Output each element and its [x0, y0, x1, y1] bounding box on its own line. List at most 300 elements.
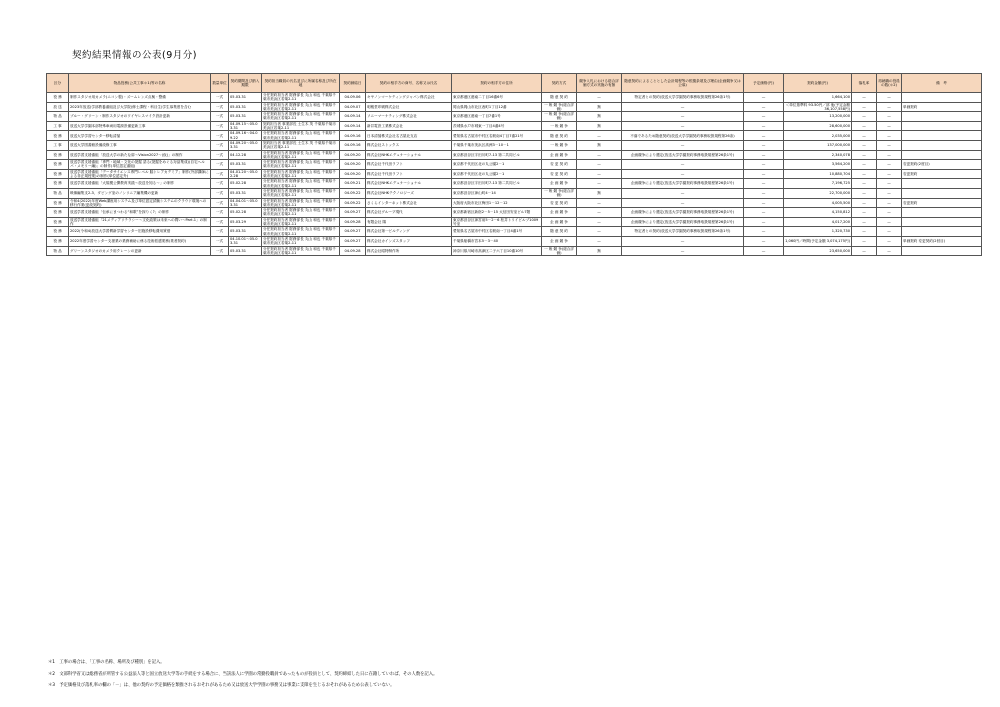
table-cell: 一 般 競 争(総合評価) [542, 188, 577, 198]
table-cell: 13,200,000 [784, 112, 852, 122]
table-cell: 工 事 [47, 121, 69, 131]
table-cell: 企画競争により選定(放送大学学園契約事務取扱規程第26条1号) [622, 150, 744, 160]
table-cell: — [577, 198, 622, 208]
footnote-2: ＊2 文部科学省又は総務省が所管する公益法人等と国立放送大学等の手続をする場合に、当該法人に学園の常勤役職員であったものが役員として、契約締結した日に在籍していれば、その人数を記入。 [48, 671, 438, 677]
table-cell: 04.09.16～04.09.22 [229, 131, 262, 141]
table-cell: 新井電設工業株式会社 [366, 121, 452, 131]
table-cell: 05.03.31 [229, 188, 262, 198]
table-cell: — [744, 227, 784, 237]
table-cell: 04.09.16 [340, 140, 366, 150]
table-cell: 役 務 [47, 93, 69, 103]
table-cell: 2,340,078 [784, 150, 852, 160]
table-cell: 東京都新宿区新宿2－5－15 大信田安室ビル7階 [452, 208, 542, 218]
table-cell: 放送学習支援番組「データサイエンス専門レベル 脳トレアカデミア」制作(外部講師による非正規授業)の制作(単位認定外) [70, 169, 209, 179]
table-cell: 企画競争により選定(放送大学学園契約事務取扱規程第26条1号) [622, 217, 744, 227]
table-cell: 3,564,200 [784, 160, 852, 170]
table-cell: — [744, 121, 784, 131]
table-cell: — [877, 188, 902, 198]
table-cell: 一式 [211, 188, 229, 198]
table-cell: — [744, 179, 784, 189]
table-row [47, 227, 982, 237]
table-cell: 7,196,725 [784, 179, 852, 189]
table-row [47, 93, 982, 103]
table-cell: ブルー・グリーン・制作スタジオのワイヤレスマイク設計更新 [69, 112, 211, 122]
table-cell: ソニーマーケティング株式会社 [366, 112, 452, 122]
table-cell: 04.09.27 [340, 236, 366, 246]
table-cell: 4,017,200 [784, 217, 852, 227]
table-cell: — [877, 121, 902, 131]
table-cell: 東京都港区港南一丁目7番1号 [452, 112, 542, 122]
table-row [47, 179, 982, 189]
table-cell: — [744, 140, 784, 150]
table-cell: 分任契約担当者 財務部長 丸山 和也 千葉県千葉市美浜区若葉2-11 [262, 246, 340, 256]
table-cell: 一 般 競 争(総合評価) [542, 246, 577, 256]
table-cell: 一式 [211, 179, 229, 189]
table-cell: 分任契約担当者 財務部長 丸山 和也 千葉県千葉市美浜区若葉2-11 [262, 227, 340, 237]
table-cell: キヤノンマーケティングジャパン株式会社 [366, 93, 452, 103]
table-cell [902, 150, 982, 160]
table-cell: 04.12.28 [229, 150, 262, 160]
column-header: 備 考 [902, 74, 982, 93]
table-cell: — [744, 208, 784, 218]
table-cell: 契約担当者 事業部長 土生木 茂 千葉県千葉市美浜区若葉2-11 [262, 121, 340, 131]
table-cell: — [622, 160, 744, 170]
table-cell: — [622, 169, 744, 179]
table-cell: 放送学習支援番組「大規模公開教育実践～放送を知る～」の制作 [69, 179, 211, 189]
table-cell: — [877, 112, 902, 122]
table-cell: — [577, 93, 622, 103]
table-cell: 一式 [211, 93, 229, 103]
footnote-1: ＊1 工事の場合は、「工事の名称、場所及び種別」を記入。 [48, 660, 165, 665]
table-cell: 分任契約担当者 財務部長 丸山 和也 千葉県千葉市美浜区若葉2-11 [262, 150, 340, 160]
table-cell: 変 更 契 約 [542, 160, 577, 170]
table-cell: 変更契約 [902, 169, 982, 179]
table-cell: 変 更 契 約 [542, 198, 577, 208]
table-cell: 4,150,812 [784, 208, 852, 218]
table-cell: — [744, 236, 784, 246]
table-cell: 千葉県千葉市美浜区高洲3－10－1 [452, 140, 542, 150]
table-cell: — [852, 179, 877, 189]
table-cell: 随 意 契 約 [542, 93, 577, 103]
table-cell: — [877, 236, 902, 246]
table-cell: 神奈川県川崎市高津区二子六丁目10番10号 [452, 246, 542, 256]
table-cell: 2022(令和4)放送大学習慣新学習センター旧施設移転費用賃借 [69, 227, 211, 237]
column-header: 契約金額(円) [784, 74, 852, 93]
table-cell: — [622, 198, 744, 208]
table-cell: 分任契約担当者 財務部長 丸山 和也 千葉県千葉市美浜区若葉2-11 [262, 198, 340, 208]
table-cell: 株式会社第一ビルディング [366, 227, 452, 237]
table-cell: 役 務 [47, 208, 69, 218]
table-cell: 04.09.27 [340, 208, 366, 218]
table-cell [902, 217, 982, 227]
table-cell: 一式 [211, 208, 229, 218]
table-cell: 令和4(2022)年度Web講座用システム及び単位認定試験システムのクラウド環境への移行作業(更改契約) [69, 198, 211, 208]
table-cell: 東京都渋谷区神宮前5－2－6 松井トリイビルブ1009号室 [452, 217, 542, 227]
table-cell: — [744, 93, 784, 103]
table-cell: 05.03.31 [229, 93, 262, 103]
table-cell: 一式 [211, 112, 229, 122]
table-cell: — [577, 236, 622, 246]
column-header: 区分 [47, 74, 69, 93]
table-cell: — [852, 208, 877, 218]
table-cell: 一 般 競 争 [542, 140, 577, 150]
table-cell: — [877, 140, 902, 150]
table-cell: — [744, 198, 784, 208]
table-cell: 一式 [211, 198, 229, 208]
table-cell: 制作スタジオ用カメラ(ニコン製)・ズームレンズ点検・整備 [69, 93, 211, 103]
table-cell [902, 208, 982, 218]
table-cell: 04.09.07 [340, 102, 366, 112]
table-cell [902, 227, 982, 237]
table-cell: 04.09.28 [340, 246, 366, 256]
table-cell: 一式 [211, 131, 229, 141]
table-cell: 東京都千代田区北の丸公園2－1 [452, 169, 542, 179]
table-cell: 役 務 [47, 227, 69, 237]
table-cell: — [577, 160, 622, 170]
table-cell: 無 [577, 112, 622, 122]
table-cell: 物 品 [47, 112, 69, 122]
table-cell: 無 [577, 102, 622, 112]
table-cell: 単価契約 [902, 102, 982, 112]
table-cell: 東京都渋谷区宇田川町7-13 第二共同ビル [452, 179, 542, 189]
table-cell: — [852, 227, 877, 237]
table-row [47, 121, 982, 131]
table-row [47, 140, 982, 150]
table-cell: 一式 [211, 150, 229, 160]
table-cell: 04.09.21 [340, 179, 366, 189]
table-cell: 放送大学図書館設備改修工事 [69, 140, 211, 150]
table-cell: 05.02.28 [229, 208, 262, 218]
table-cell: 放送学習支援番組「放送大学の新たな扉～Vision2027～(仮)」の制作 [69, 150, 211, 160]
table-cell: 株式会社昭特制作所 [366, 246, 452, 256]
table-cell: — [877, 208, 902, 218]
table-cell: 企 画 競 争 [542, 236, 577, 246]
column-header: 契約の相手方の商号、名称又は氏名 [366, 74, 452, 93]
table-cell [902, 246, 982, 256]
table-cell: — [852, 236, 877, 246]
table-row [47, 131, 982, 141]
column-header: 再就職の役員の数(＊2) [877, 74, 902, 93]
table-cell [902, 121, 982, 131]
table-cell: — [622, 188, 744, 198]
table-cell: 放送大学学園本部特殊車両用電源設備更新工事 [69, 121, 211, 131]
table-cell: — [577, 131, 622, 141]
table-cell: 役 務 [47, 198, 69, 208]
table-cell: 有限会社 陽 [366, 217, 452, 227]
table-cell: 愛知県名古屋市中村区名駅南4丁目7番21号 [452, 131, 542, 141]
table-cell: — [852, 93, 877, 103]
table-cell: 企 画 競 争 [542, 217, 577, 227]
column-header: 契約締結日 [340, 74, 366, 93]
table-cell: 一式 [211, 102, 229, 112]
table-cell: 放送学習支援番組「伝承にまつわる“和歌”を探りく?」の制作 [69, 208, 211, 218]
table-cell: 不落であるため随意契約(放送大学学園契約事務取扱規程第26条) [622, 131, 744, 141]
table-cell: 茨城県水戸市城東一丁目4番4号 [452, 121, 542, 131]
table-cell: — [877, 227, 902, 237]
table-cell: 一式 [211, 217, 229, 227]
table-cell: — [877, 246, 902, 256]
table-cell: — [577, 227, 622, 237]
table-cell: — [877, 102, 902, 112]
table-cell: 05.03.29 [229, 217, 262, 227]
table-cell: — [877, 198, 902, 208]
table-cell: 東京都港区港南二丁目16番6号 [452, 93, 542, 103]
table-cell: 分任契約担当者 財務部長 丸山 和也 千葉県千葉市美浜区若葉2-11 [262, 160, 340, 170]
table-cell: 株式会社NHKテクノロジーズ [366, 188, 452, 198]
table-cell: 日本清掃株式会社名古屋北支店 [366, 131, 452, 141]
table-cell: 分任契約担当者 財務部長 丸山 和也 千葉県千葉市美浜区若葉2-11 [262, 236, 340, 246]
table-cell: 28,600,000 [784, 121, 852, 131]
table-cell: 05.03.31 [229, 160, 262, 170]
table-cell: 分任契約担当者 財務部長 丸山 和也 千葉県千葉市美浜区若葉2-11 [262, 179, 340, 189]
table-cell: 分任契約担当者 財務部長 丸山 和也 千葉県千葉市美浜区若葉2-11 [262, 93, 340, 103]
table-cell: — [744, 217, 784, 227]
table-cell: 企 画 競 争 [542, 150, 577, 160]
table-cell: 株式会社NHKエデュケーショナル [366, 150, 452, 160]
contract-results-table [46, 73, 982, 256]
table-cell: — [744, 169, 784, 179]
table-cell: 05.03.31 [229, 227, 262, 237]
table-cell: さくらインターネット株式会社 [366, 198, 452, 208]
table-cell: — [852, 131, 877, 141]
table-cell: — [877, 160, 902, 170]
table-cell: 明報堂印刷株式会社 [366, 102, 452, 112]
table-cell: 大阪府大阪市北区梅田1－12－12 [452, 198, 542, 208]
table-cell: — [622, 236, 744, 246]
table-cell: 変更契約(2度目) [902, 160, 982, 170]
table-cell: — [622, 102, 744, 112]
table-cell: 04.10.01～05.03.31 [229, 236, 262, 246]
table-cell: — [577, 179, 622, 189]
table-cell: — [852, 102, 877, 112]
table-cell: 企 画 競 争 [542, 208, 577, 218]
table-cell: 一式 [211, 236, 229, 246]
table-cell: 岡山県岡山市北区表町1丁目12番 [452, 102, 542, 112]
table-cell [902, 131, 982, 141]
table-cell: 一 般 競 争(総合評価) [542, 112, 577, 122]
table-cell: 04.04.01～05.03.31 [229, 198, 262, 208]
table-cell: 東京都渋谷区宇田川町7-13 第二共同ビル [452, 150, 542, 160]
table-row [47, 102, 982, 112]
table-cell: — [622, 140, 744, 150]
table-cell: 放送大学学習センター移転清掃 [69, 131, 211, 141]
table-cell: 分任契約担当者 財務部長 丸山 和也 千葉県千葉市美浜区若葉2-11 [262, 208, 340, 218]
table-cell: — [577, 150, 622, 160]
table-cell: 無 [577, 140, 622, 150]
table-cell: 役 務 [47, 131, 69, 141]
table-cell: 04.09.14 [340, 112, 366, 122]
table-cell: — [852, 169, 877, 179]
column-header: 落札率 [852, 74, 877, 93]
table-cell: 物 品 [47, 188, 69, 198]
table-cell: 04.09.22 [340, 198, 366, 208]
table-cell: — [622, 112, 744, 122]
table-cell: 04.09.27 [340, 227, 366, 237]
table-row [47, 198, 982, 208]
table-cell: 随 意 契 約 [542, 131, 577, 141]
table-cell: 放送学習支援番組「専門・地域・文化の発掘 語る(発掘をめぐる対話集成)(自宅ヘルパ・メモリー編)」の制作(単位認定番組) [69, 160, 211, 170]
table-cell: 一式 [211, 121, 229, 131]
table-cell: 2,035,000 [784, 131, 852, 141]
table-cell: 無 [577, 188, 622, 198]
table-cell: — [852, 217, 877, 227]
table-cell: — [744, 131, 784, 141]
table-cell: 企 画 競 争 [542, 179, 577, 189]
table-cell: 変更契約 [902, 198, 982, 208]
footnote-3: ＊3 予定価格及び落札率の欄の「－」は、他の契約の予定価格を類推されるおそれがあるため又は放送大学学園の事務又は事業に支障を生じるおそれがあるため公表していない。 [48, 683, 395, 688]
table-cell: 05.03.31 [229, 102, 262, 112]
table-cell: 株式会社カインズスタッフ [366, 236, 452, 246]
table-cell: 契約担当者 事業部長 土生木 茂 千葉県千葉市美浜区若葉2-11 [262, 140, 340, 150]
column-header: 契約担当職員の氏名並びに所属名称及び所在地 [262, 74, 340, 93]
table-cell: 株式会社NHKエデュケーショナル [366, 179, 452, 189]
table-cell: 企画競争により選定(放送大学学園契約事務取扱規程第26条1号) [622, 208, 744, 218]
table-row [47, 236, 982, 246]
table-cell: — [852, 198, 877, 208]
table-cell: 04.09.22 [340, 188, 366, 198]
table-cell: — [852, 150, 877, 160]
table-cell: 東京都渋谷区神山町4－14 [452, 188, 542, 198]
table-cell: 工 事 [47, 140, 69, 150]
table-cell: 04.09.20 [340, 169, 366, 179]
column-header: 予定価格(円) [744, 74, 784, 93]
table-cell: 2023年放送(学部教養番組及び大学院(修士課程・科目生)学生募集度を含む [69, 102, 211, 112]
table-cell: 4,005,500 [784, 198, 852, 208]
table-cell: 随 意 契 約 [542, 227, 577, 237]
table-row [47, 217, 982, 227]
table-cell: — [852, 112, 877, 122]
column-header: 物品役務(公共工事＊1)等の名称 [69, 74, 211, 93]
table-cell: 22,700,000 [784, 188, 852, 198]
table-cell: 1,664,100 [784, 93, 852, 103]
table-cell: 無 [577, 246, 622, 256]
table-cell: 放送学習支援番組「21メディアリテラシー～文化政策は未来への問い～Part.1」の制作 [69, 217, 211, 227]
table-cell: 05.02.28 [229, 179, 262, 189]
table-cell: 役 務 [47, 217, 69, 227]
column-header: 数量単位 [211, 74, 229, 93]
table-cell: 株式会社千代田ラフト [366, 169, 452, 179]
table-cell: 東京都千代田区北の丸公園2－1 [452, 160, 542, 170]
table-cell: 05.03.31 [229, 112, 262, 122]
table-cell: — [744, 112, 784, 122]
table-cell: — [744, 150, 784, 160]
table-cell: 分任契約担当者 財務部長 丸山 和也 千葉県千葉市美浜区若葉2-11 [262, 217, 340, 227]
table-cell: 役 務 [47, 179, 69, 189]
table-cell [902, 179, 982, 189]
table-cell: 愛知県名古屋市中村区名駅南一丁目4番1号 [452, 227, 542, 237]
table-cell: 役 務 [47, 236, 69, 246]
table-cell: — [744, 188, 784, 198]
table-cell: 一 般 競 争 [542, 121, 577, 131]
table-cell: 一 般 競 争(総合評価) [542, 102, 577, 112]
table-cell: — [852, 121, 877, 131]
table-cell: ＜単位基準料 93.50円／部 他(予定金額 36,107,558円) [784, 102, 852, 112]
table-cell: 株式会社グループ現代 [366, 208, 452, 218]
table-cell: 04.09.20 [340, 160, 366, 170]
table-cell: 特定者との契約(放送大学学園契約事務取扱規程第26条1号) [622, 93, 744, 103]
table-cell: 役 務 [47, 169, 69, 179]
column-header: 契約方式 [542, 74, 577, 93]
table-cell: 1,060円／時間(予定金額 3,074,175円) [784, 236, 852, 246]
table-row [47, 150, 982, 160]
table-cell: — [622, 121, 744, 131]
table-cell: 変 更 契 約 [542, 169, 577, 179]
table-cell: 映像編集支2-3、ダビング室のノンリニア編集機の更新 [69, 188, 211, 198]
table-cell: — [877, 169, 902, 179]
table-row [47, 169, 982, 179]
column-header: 契約の相手方の住所 [452, 74, 542, 93]
table-cell [902, 93, 982, 103]
table-cell: 分任契約担当者 財務部長 丸山 和也 千葉県千葉市美浜区若葉2-11 [262, 188, 340, 198]
table-row [47, 112, 982, 122]
table-cell: 137,000,000 [784, 140, 852, 150]
table-cell: 04.09.06 [340, 93, 366, 103]
table-cell: 株式会社ストックス [366, 140, 452, 150]
table-cell: 04.01.20～05.02.28 [229, 169, 262, 179]
table-cell: 単価契約 変更契約(2回目) [902, 236, 982, 246]
table-cell: 役 務 [47, 150, 69, 160]
table-cell: — [577, 208, 622, 218]
table-cell: 放 送 [47, 102, 69, 112]
table-cell: — [744, 102, 784, 112]
table-cell: 一式 [211, 140, 229, 150]
table-cell [902, 140, 982, 150]
table-cell: 千葉県船橋市宮本5－3－40 [452, 236, 542, 246]
table-cell: 04.09.14 [340, 121, 366, 131]
table-cell: — [852, 188, 877, 198]
table-cell: 役 務 [47, 160, 69, 170]
table-row [47, 208, 982, 218]
footnotes [48, 660, 437, 695]
table-cell: — [877, 131, 902, 141]
table-cell: 04.09.15～05.03.31 [229, 121, 262, 131]
table-cell: 一式 [211, 160, 229, 170]
table-cell: 分任契約担当者 財務部長 丸山 和也 千葉県千葉市美浜区若葉2-11 [262, 131, 340, 141]
table-cell: — [852, 160, 877, 170]
table-cell: 05.03.31 [229, 246, 262, 256]
table-cell: 一式 [211, 169, 229, 179]
column-header: 随意契約によることとした会計規程等の根拠条項及び理由(企画競争又は公募) [622, 74, 744, 93]
table-cell: 23,650,000 [784, 246, 852, 256]
table-cell: 無 [577, 121, 622, 131]
table-cell: — [877, 179, 902, 189]
table-cell: — [622, 246, 744, 256]
table-cell: グリーンスタジオのカメラ用クレーンの更新 [69, 246, 211, 256]
table-cell: 分任契約担当者 財務部長 丸山 和也 千葉県千葉市美浜区若葉2-11 [262, 169, 340, 179]
table-cell: 企画競争により選定(放送大学学園契約事務取扱規程第26条1号) [622, 179, 744, 189]
table-cell [902, 112, 982, 122]
table-cell: 分任契約担当者 財務部長 丸山 和也 千葉県千葉市美浜区若葉2-11 [262, 102, 340, 112]
table-row [47, 246, 982, 256]
table-cell [902, 188, 982, 198]
table-cell: 特定者との契約(放送大学学園契約事務取扱規程第26条1号) [622, 227, 744, 237]
table-cell: 分任契約担当者 財務部長 丸山 和也 千葉県千葉市美浜区若葉2-11 [262, 112, 340, 122]
table-row [47, 160, 982, 170]
table-cell: — [744, 160, 784, 170]
table-header-row [47, 74, 982, 93]
table-cell: — [877, 150, 902, 160]
table-row [47, 188, 982, 198]
table-cell: — [577, 169, 622, 179]
table-cell: — [877, 217, 902, 227]
table-cell: — [877, 93, 902, 103]
table-cell: — [852, 140, 877, 150]
table-cell: 物 品 [47, 246, 69, 256]
table-cell: — [577, 217, 622, 227]
table-cell: 04.09.20～05.03.31 [229, 140, 262, 150]
table-cell: 一式 [211, 227, 229, 237]
column-header: 契約期間及び納入期限 [229, 74, 262, 93]
